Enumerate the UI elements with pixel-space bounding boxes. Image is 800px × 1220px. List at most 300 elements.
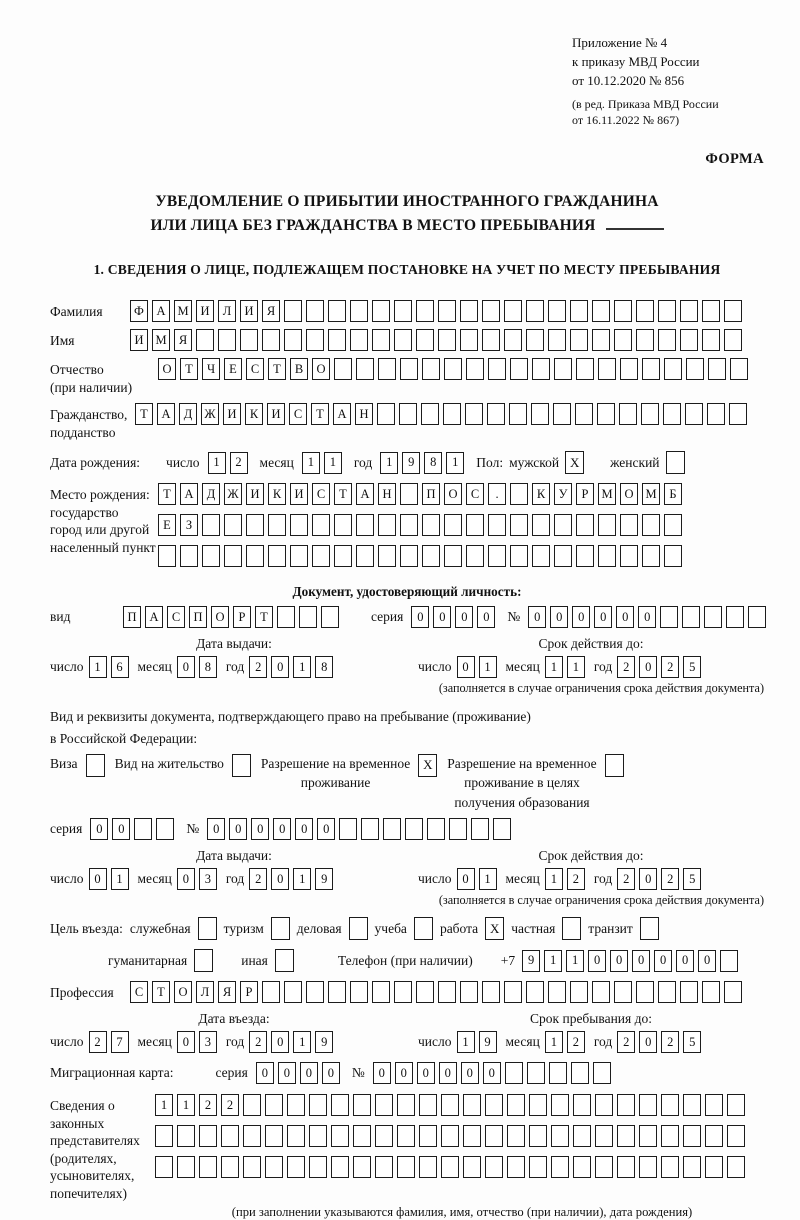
char-cell[interactable] — [328, 981, 346, 1003]
char-cell[interactable] — [598, 545, 616, 567]
char-cell[interactable]: 1 — [446, 452, 464, 474]
char-cell[interactable] — [299, 606, 317, 628]
char-cell[interactable]: 1 — [293, 1031, 311, 1053]
char-cell[interactable]: 2 — [661, 868, 679, 890]
char-cell[interactable] — [177, 1125, 195, 1147]
char-cell[interactable] — [526, 329, 544, 351]
char-cell[interactable]: 1 — [544, 950, 562, 972]
char-cell[interactable]: Т — [180, 358, 198, 380]
purpose-sluzhebnaya-checkbox[interactable] — [198, 917, 217, 940]
char-cell[interactable]: 0 — [477, 606, 495, 628]
char-cell[interactable] — [400, 483, 418, 505]
char-cell[interactable]: 9 — [315, 868, 333, 890]
char-cell[interactable]: Ф — [130, 300, 148, 322]
char-cell[interactable]: А — [152, 300, 170, 322]
char-cell[interactable] — [548, 981, 566, 1003]
char-cell[interactable] — [353, 1125, 371, 1147]
char-cell[interactable] — [592, 329, 610, 351]
char-cell[interactable] — [328, 300, 346, 322]
sex-male-checkbox[interactable]: X — [565, 451, 584, 474]
char-cell[interactable] — [573, 1125, 591, 1147]
char-cell[interactable] — [507, 1094, 525, 1116]
char-cell[interactable] — [441, 1156, 459, 1178]
char-cell[interactable] — [419, 1125, 437, 1147]
char-cell[interactable] — [353, 1094, 371, 1116]
char-cell[interactable] — [309, 1094, 327, 1116]
char-cell[interactable]: Т — [152, 981, 170, 1003]
char-cell[interactable] — [290, 514, 308, 536]
char-cell[interactable]: 2 — [617, 868, 635, 890]
char-cell[interactable]: 0 — [271, 1031, 289, 1053]
char-cell[interactable] — [510, 514, 528, 536]
char-cell[interactable]: П — [189, 606, 207, 628]
char-cell[interactable]: У — [554, 483, 572, 505]
char-cell[interactable]: 1 — [293, 656, 311, 678]
char-cell[interactable] — [682, 606, 700, 628]
char-cell[interactable] — [553, 403, 571, 425]
purpose-inaya-checkbox[interactable] — [275, 949, 294, 972]
char-cell[interactable]: Н — [378, 483, 396, 505]
char-cell[interactable] — [419, 1156, 437, 1178]
char-cell[interactable] — [529, 1094, 547, 1116]
char-cell[interactable]: 1 — [302, 452, 320, 474]
char-cell[interactable]: 0 — [632, 950, 650, 972]
char-cell[interactable]: 9 — [315, 1031, 333, 1053]
char-cell[interactable] — [548, 300, 566, 322]
char-cell[interactable]: 1 — [208, 452, 226, 474]
char-cell[interactable]: С — [246, 358, 264, 380]
char-cell[interactable] — [570, 981, 588, 1003]
char-cell[interactable]: И — [240, 300, 258, 322]
char-cell[interactable] — [526, 300, 544, 322]
purpose-chastnaya-checkbox[interactable] — [562, 917, 581, 940]
char-cell[interactable]: 1 — [177, 1094, 195, 1116]
char-cell[interactable]: 0 — [177, 656, 195, 678]
char-cell[interactable]: 0 — [317, 818, 335, 840]
char-cell[interactable] — [485, 1156, 503, 1178]
char-cell[interactable] — [504, 300, 522, 322]
char-cell[interactable]: Т — [268, 358, 286, 380]
char-cell[interactable] — [331, 1125, 349, 1147]
char-cell[interactable] — [356, 514, 374, 536]
char-cell[interactable] — [375, 1156, 393, 1178]
char-cell[interactable]: Д — [179, 403, 197, 425]
char-cell[interactable] — [284, 329, 302, 351]
char-cell[interactable]: К — [245, 403, 263, 425]
char-cell[interactable]: 2 — [567, 1031, 585, 1053]
char-cell[interactable] — [702, 300, 720, 322]
char-cell[interactable] — [356, 545, 374, 567]
char-cell[interactable] — [576, 545, 594, 567]
char-cell[interactable] — [639, 1125, 657, 1147]
char-cell[interactable]: 0 — [207, 818, 225, 840]
char-cell[interactable]: 0 — [639, 656, 657, 678]
char-cell[interactable]: Н — [355, 403, 373, 425]
char-cell[interactable] — [620, 514, 638, 536]
char-cell[interactable] — [438, 329, 456, 351]
char-cell[interactable] — [290, 545, 308, 567]
char-cell[interactable] — [394, 981, 412, 1003]
char-cell[interactable] — [707, 403, 725, 425]
char-cell[interactable] — [460, 300, 478, 322]
char-cell[interactable] — [705, 1156, 723, 1178]
char-cell[interactable] — [466, 545, 484, 567]
char-cell[interactable] — [331, 1156, 349, 1178]
char-cell[interactable]: 0 — [654, 950, 672, 972]
char-cell[interactable] — [551, 1125, 569, 1147]
char-cell[interactable] — [284, 300, 302, 322]
char-cell[interactable]: 1 — [155, 1094, 173, 1116]
char-cell[interactable] — [155, 1156, 173, 1178]
char-cell[interactable]: 5 — [683, 868, 701, 890]
char-cell[interactable]: 1 — [545, 1031, 563, 1053]
char-cell[interactable] — [268, 545, 286, 567]
char-cell[interactable] — [265, 1156, 283, 1178]
char-cell[interactable]: 0 — [295, 818, 313, 840]
char-cell[interactable] — [378, 514, 396, 536]
char-cell[interactable]: 1 — [479, 656, 497, 678]
char-cell[interactable]: 2 — [661, 1031, 679, 1053]
char-cell[interactable]: 0 — [457, 868, 475, 890]
purpose-gumanitarnaya-checkbox[interactable] — [194, 949, 213, 972]
char-cell[interactable]: 5 — [683, 656, 701, 678]
char-cell[interactable] — [444, 545, 462, 567]
char-cell[interactable] — [485, 1125, 503, 1147]
char-cell[interactable] — [443, 403, 461, 425]
char-cell[interactable] — [592, 300, 610, 322]
char-cell[interactable] — [243, 1125, 261, 1147]
char-cell[interactable]: 0 — [229, 818, 247, 840]
char-cell[interactable] — [268, 514, 286, 536]
char-cell[interactable] — [509, 403, 527, 425]
char-cell[interactable]: П — [422, 483, 440, 505]
char-cell[interactable]: 8 — [424, 452, 442, 474]
char-cell[interactable]: 6 — [111, 656, 129, 678]
purpose-turizm-checkbox[interactable] — [271, 917, 290, 940]
char-cell[interactable] — [705, 1125, 723, 1147]
char-cell[interactable] — [444, 358, 462, 380]
char-cell[interactable]: 1 — [566, 950, 584, 972]
char-cell[interactable]: О — [444, 483, 462, 505]
char-cell[interactable]: М — [174, 300, 192, 322]
char-cell[interactable] — [383, 818, 401, 840]
char-cell[interactable]: С — [289, 403, 307, 425]
char-cell[interactable] — [680, 300, 698, 322]
char-cell[interactable] — [405, 818, 423, 840]
char-cell[interactable] — [529, 1156, 547, 1178]
char-cell[interactable]: М — [642, 483, 660, 505]
char-cell[interactable] — [617, 1094, 635, 1116]
char-cell[interactable] — [571, 1062, 589, 1084]
char-cell[interactable]: А — [356, 483, 374, 505]
char-cell[interactable]: Т — [158, 483, 176, 505]
char-cell[interactable] — [598, 514, 616, 536]
char-cell[interactable] — [312, 514, 330, 536]
char-cell[interactable] — [614, 300, 632, 322]
char-cell[interactable]: С — [312, 483, 330, 505]
char-cell[interactable]: 7 — [111, 1031, 129, 1053]
char-cell[interactable] — [246, 545, 264, 567]
char-cell[interactable] — [460, 329, 478, 351]
char-cell[interactable]: 9 — [479, 1031, 497, 1053]
char-cell[interactable]: 0 — [433, 606, 451, 628]
purpose-ucheba-checkbox[interactable] — [414, 917, 433, 940]
char-cell[interactable] — [422, 545, 440, 567]
char-cell[interactable] — [708, 358, 726, 380]
char-cell[interactable] — [416, 981, 434, 1003]
char-cell[interactable] — [661, 1156, 679, 1178]
char-cell[interactable]: Р — [233, 606, 251, 628]
char-cell[interactable]: Е — [158, 514, 176, 536]
char-cell[interactable] — [378, 545, 396, 567]
char-cell[interactable]: 0 — [610, 950, 628, 972]
char-cell[interactable] — [438, 981, 456, 1003]
visa-checkbox[interactable] — [86, 754, 105, 777]
char-cell[interactable] — [287, 1125, 305, 1147]
char-cell[interactable] — [306, 329, 324, 351]
char-cell[interactable] — [372, 329, 390, 351]
char-cell[interactable]: 1 — [111, 868, 129, 890]
char-cell[interactable] — [510, 545, 528, 567]
char-cell[interactable]: 0 — [273, 818, 291, 840]
char-cell[interactable]: Д — [202, 483, 220, 505]
char-cell[interactable]: 5 — [683, 1031, 701, 1053]
char-cell[interactable] — [334, 358, 352, 380]
char-cell[interactable] — [598, 358, 616, 380]
char-cell[interactable] — [636, 300, 654, 322]
char-cell[interactable]: П — [123, 606, 141, 628]
char-cell[interactable] — [504, 329, 522, 351]
char-cell[interactable]: 9 — [402, 452, 420, 474]
char-cell[interactable] — [493, 818, 511, 840]
char-cell[interactable] — [199, 1125, 217, 1147]
char-cell[interactable]: 0 — [411, 606, 429, 628]
char-cell[interactable] — [617, 1156, 635, 1178]
char-cell[interactable] — [416, 329, 434, 351]
char-cell[interactable]: 0 — [417, 1062, 435, 1084]
char-cell[interactable]: 0 — [528, 606, 546, 628]
char-cell[interactable] — [262, 329, 280, 351]
char-cell[interactable] — [331, 1094, 349, 1116]
char-cell[interactable] — [312, 545, 330, 567]
char-cell[interactable] — [427, 818, 445, 840]
char-cell[interactable]: А — [157, 403, 175, 425]
char-cell[interactable]: 0 — [251, 818, 269, 840]
char-cell[interactable] — [155, 1125, 173, 1147]
char-cell[interactable] — [683, 1125, 701, 1147]
char-cell[interactable]: М — [598, 483, 616, 505]
char-cell[interactable] — [642, 514, 660, 536]
char-cell[interactable]: 0 — [439, 1062, 457, 1084]
char-cell[interactable]: Т — [334, 483, 352, 505]
char-cell[interactable]: 0 — [676, 950, 694, 972]
char-cell[interactable] — [636, 329, 654, 351]
char-cell[interactable] — [504, 981, 522, 1003]
char-cell[interactable]: 0 — [639, 1031, 657, 1053]
char-cell[interactable]: 0 — [395, 1062, 413, 1084]
char-cell[interactable]: 2 — [617, 656, 635, 678]
char-cell[interactable]: 2 — [249, 656, 267, 678]
char-cell[interactable]: Я — [174, 329, 192, 351]
char-cell[interactable] — [463, 1156, 481, 1178]
char-cell[interactable]: С — [130, 981, 148, 1003]
char-cell[interactable] — [619, 403, 637, 425]
char-cell[interactable] — [321, 606, 339, 628]
char-cell[interactable] — [549, 1062, 567, 1084]
char-cell[interactable] — [641, 403, 659, 425]
purpose-delovaya-checkbox[interactable] — [349, 917, 368, 940]
char-cell[interactable] — [595, 1125, 613, 1147]
char-cell[interactable]: К — [532, 483, 550, 505]
char-cell[interactable] — [527, 1062, 545, 1084]
char-cell[interactable]: Я — [262, 300, 280, 322]
char-cell[interactable]: . — [488, 483, 506, 505]
char-cell[interactable] — [397, 1156, 415, 1178]
char-cell[interactable] — [482, 300, 500, 322]
char-cell[interactable] — [532, 514, 550, 536]
char-cell[interactable] — [375, 1094, 393, 1116]
char-cell[interactable] — [449, 818, 467, 840]
char-cell[interactable] — [620, 358, 638, 380]
char-cell[interactable] — [531, 403, 549, 425]
char-cell[interactable] — [532, 545, 550, 567]
char-cell[interactable]: О — [174, 981, 192, 1003]
char-cell[interactable] — [724, 300, 742, 322]
char-cell[interactable] — [663, 403, 681, 425]
char-cell[interactable]: 2 — [249, 1031, 267, 1053]
purpose-rabota-checkbox[interactable]: X — [485, 917, 504, 940]
char-cell[interactable] — [378, 358, 396, 380]
char-cell[interactable] — [593, 1062, 611, 1084]
char-cell[interactable] — [570, 329, 588, 351]
char-cell[interactable]: 2 — [89, 1031, 107, 1053]
char-cell[interactable]: 0 — [455, 606, 473, 628]
char-cell[interactable]: А — [145, 606, 163, 628]
char-cell[interactable] — [399, 403, 417, 425]
char-cell[interactable]: 1 — [545, 656, 563, 678]
char-cell[interactable]: 0 — [177, 1031, 195, 1053]
char-cell[interactable] — [487, 403, 505, 425]
char-cell[interactable]: Т — [135, 403, 153, 425]
char-cell[interactable] — [422, 514, 440, 536]
char-cell[interactable] — [507, 1156, 525, 1178]
char-cell[interactable]: Р — [576, 483, 594, 505]
char-cell[interactable] — [339, 818, 357, 840]
char-cell[interactable] — [306, 981, 324, 1003]
char-cell[interactable] — [727, 1094, 745, 1116]
char-cell[interactable] — [309, 1156, 327, 1178]
char-cell[interactable] — [284, 981, 302, 1003]
char-cell[interactable]: А — [180, 483, 198, 505]
char-cell[interactable]: 3 — [199, 868, 217, 890]
char-cell[interactable] — [510, 358, 528, 380]
char-cell[interactable] — [400, 514, 418, 536]
char-cell[interactable]: 1 — [324, 452, 342, 474]
char-cell[interactable] — [397, 1125, 415, 1147]
char-cell[interactable] — [356, 358, 374, 380]
char-cell[interactable]: И — [196, 300, 214, 322]
char-cell[interactable]: 0 — [588, 950, 606, 972]
char-cell[interactable] — [617, 1125, 635, 1147]
char-cell[interactable] — [730, 358, 748, 380]
char-cell[interactable] — [664, 514, 682, 536]
char-cell[interactable] — [416, 300, 434, 322]
char-cell[interactable] — [636, 981, 654, 1003]
char-cell[interactable] — [551, 1156, 569, 1178]
char-cell[interactable]: 0 — [278, 1062, 296, 1084]
purpose-tranzit-checkbox[interactable] — [640, 917, 659, 940]
char-cell[interactable] — [394, 329, 412, 351]
char-cell[interactable] — [306, 300, 324, 322]
char-cell[interactable] — [202, 514, 220, 536]
char-cell[interactable] — [463, 1125, 481, 1147]
residence-permit-checkbox[interactable] — [232, 754, 251, 777]
char-cell[interactable]: 8 — [315, 656, 333, 678]
char-cell[interactable] — [221, 1125, 239, 1147]
char-cell[interactable]: 0 — [461, 1062, 479, 1084]
char-cell[interactable] — [243, 1094, 261, 1116]
char-cell[interactable] — [726, 606, 744, 628]
char-cell[interactable] — [529, 1125, 547, 1147]
char-cell[interactable] — [350, 981, 368, 1003]
char-cell[interactable] — [334, 514, 352, 536]
char-cell[interactable] — [156, 818, 174, 840]
char-cell[interactable] — [683, 1094, 701, 1116]
char-cell[interactable]: 0 — [300, 1062, 318, 1084]
char-cell[interactable] — [620, 545, 638, 567]
char-cell[interactable] — [614, 981, 632, 1003]
char-cell[interactable]: 1 — [380, 452, 398, 474]
char-cell[interactable] — [177, 1156, 195, 1178]
char-cell[interactable] — [224, 545, 242, 567]
char-cell[interactable]: 0 — [89, 868, 107, 890]
char-cell[interactable] — [377, 403, 395, 425]
char-cell[interactable]: С — [466, 483, 484, 505]
char-cell[interactable]: 1 — [293, 868, 311, 890]
char-cell[interactable]: 0 — [616, 606, 634, 628]
char-cell[interactable]: Т — [255, 606, 273, 628]
char-cell[interactable] — [639, 1094, 657, 1116]
char-cell[interactable] — [614, 329, 632, 351]
char-cell[interactable]: 0 — [594, 606, 612, 628]
char-cell[interactable]: О — [211, 606, 229, 628]
char-cell[interactable]: Ж — [224, 483, 242, 505]
char-cell[interactable]: 8 — [199, 656, 217, 678]
char-cell[interactable] — [575, 403, 593, 425]
char-cell[interactable] — [664, 358, 682, 380]
char-cell[interactable] — [729, 403, 747, 425]
char-cell[interactable]: И — [290, 483, 308, 505]
char-cell[interactable] — [597, 403, 615, 425]
char-cell[interactable] — [134, 818, 152, 840]
char-cell[interactable] — [372, 981, 390, 1003]
char-cell[interactable]: 0 — [483, 1062, 501, 1084]
char-cell[interactable] — [661, 1094, 679, 1116]
char-cell[interactable]: Л — [218, 300, 236, 322]
char-cell[interactable] — [488, 545, 506, 567]
char-cell[interactable] — [277, 606, 295, 628]
char-cell[interactable] — [720, 950, 738, 972]
char-cell[interactable] — [526, 981, 544, 1003]
char-cell[interactable]: 0 — [639, 868, 657, 890]
rvp-education-checkbox[interactable] — [605, 754, 624, 777]
char-cell[interactable]: О — [620, 483, 638, 505]
char-cell[interactable] — [576, 358, 594, 380]
char-cell[interactable] — [180, 545, 198, 567]
char-cell[interactable] — [463, 1094, 481, 1116]
char-cell[interactable] — [372, 300, 390, 322]
char-cell[interactable] — [705, 1094, 723, 1116]
